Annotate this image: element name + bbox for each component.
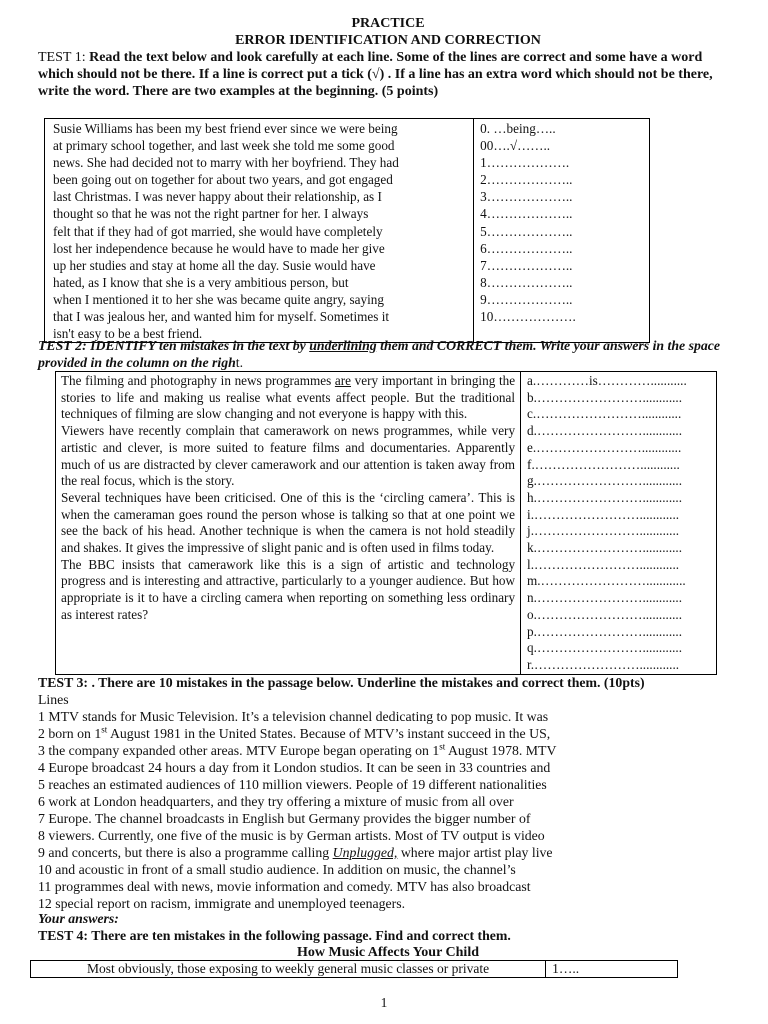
- test4-heading: TEST 4: There are ten mistakes in the following passage. Find and correct them.: [38, 928, 511, 943]
- test4-answer-cell: 1…..: [546, 961, 678, 978]
- answer-slot: e.……………………............: [527, 439, 682, 455]
- test3-line: 6 work at London headquarters, and they try offering a mixture of music from all over: [38, 794, 514, 809]
- test1-instruction: [38, 49, 738, 100]
- test3-line: 7 Europe. The channel broadcasts in English but Germany provides the bigger number of: [38, 811, 531, 826]
- answer-slot: 5………………..: [480, 223, 573, 239]
- passage-line: news. She had decided not to marry with her boyfriend. They had: [53, 155, 399, 171]
- passage-line: felt that if they had of got married, she would have completely: [53, 223, 383, 239]
- answer-slot: c.……………………............: [527, 406, 682, 422]
- passage-paragraph: The filming and photography in news programmes are very important in bringing the stories to life and making us realise what events affect people. But the traditional techniques of filming are slow changing and not everyone is happy with this.: [61, 373, 516, 422]
- page-number: 1: [380, 995, 388, 1010]
- answer-slot: 3………………..: [480, 189, 573, 205]
- passage-line: at primary school together, and last week she told me some good: [53, 138, 395, 154]
- test4-section: [38, 910, 738, 961]
- test2-answers: [521, 372, 717, 675]
- passage-line: when I mentioned it to her she was became quite angry, saying: [53, 291, 384, 307]
- test2-passage: [56, 372, 521, 675]
- passage-line: isn't easy to be a best friend.: [53, 326, 203, 342]
- test3-line: 8 viewers. Currently, one five of the music is by German artists. Most of TV output is video: [38, 828, 545, 843]
- test3-line: 9 and concerts, but there is also a programme calling Unplugged, where major artist play live: [38, 845, 553, 860]
- answer-slot: m.……………………............: [527, 573, 686, 589]
- test2-instruction: TEST 2: IDENTIFY ten mistakes in the text by underlining them and CORRECT them. Write your answers in the space provided in the column on the right.: [38, 338, 721, 370]
- passage-paragraph: Several techniques have been criticised. One of this is the ‘circling camera’. This is when the cameraman goes round the person whose is talking so that at one point we see the back of his head. Another technique is when the camera is not hold steadily and shakes. It gives the impressive of slight panic and is often used in films today.: [61, 489, 516, 556]
- answer-slot: r.……………………............: [527, 656, 680, 672]
- test1-label: TEST 1:: [38, 50, 90, 65]
- passage-line: thought so that he was not the right partner for her. I always: [53, 206, 369, 222]
- test3-line: 10 and acoustic in front of a small studio audience. In addition on music, the channel’s: [38, 862, 516, 877]
- test1-section: [38, 15, 738, 100]
- passage-paragraph: The BBC insists that camerawork like this is a sign of artistic and technology progress and is interesting and attractive, particularly to a younger audience. But how appropriate is it to have a circling camera when reporting on something less ordinary as interest rates?: [61, 556, 516, 622]
- your-answers-label: Your answers:: [38, 911, 119, 926]
- answer-slot: 1……………….: [480, 155, 570, 171]
- test3-line: 2 born on 1st August 1981 in the United States. Because of MTV’s instant succeed in the US,: [38, 724, 551, 741]
- passage-line: been going out on together for about two years, and got engaged: [53, 172, 393, 188]
- answer-slot: 6………………..: [480, 240, 573, 256]
- test1-answers: [474, 119, 650, 343]
- passage-line: last Christmas. I was never happy about their relationship, as I: [53, 189, 382, 205]
- answer-slot: 7………………..: [480, 257, 573, 273]
- answer-slot: 4………………..: [480, 206, 573, 222]
- answer-slot: d.……………………............: [527, 423, 682, 439]
- passage-line: up her studies and stay at home all the day. Susie would have: [53, 257, 376, 273]
- test1-table: [44, 118, 650, 343]
- answer-slot: 2………………..: [480, 172, 573, 188]
- answer-slot: h.……………………............: [527, 489, 682, 505]
- passage-line: that I was jealous her, and wanted him for myself. Sometimes it: [53, 309, 390, 325]
- answer-slot: b.……………………............: [527, 389, 682, 405]
- test3-section: [38, 674, 738, 912]
- answer-slot: i.……………………............: [527, 506, 680, 522]
- test3-line: 3 the company expanded other areas. MTV Europe began operating on 1st August 1978. MTV: [38, 741, 557, 758]
- test4-title: How Music Affects Your Child: [297, 945, 479, 960]
- page-title: PRACTICE: [351, 16, 425, 31]
- test3-line: 12 special report on racism, immigrate and unemployed teenagers.: [38, 896, 406, 911]
- test1-passage: [45, 119, 474, 343]
- test1-instruction-text: Read the text below and look carefully at each line. Some of the lines are correct and some have a word which should not be there. If a line is correct put a tick (√) . If a line has an extra word which should not be there, write the word. There are two examples at the beginning. (5 points): [38, 50, 713, 99]
- test3-lines-label: Lines: [38, 692, 69, 707]
- answer-slot: k.……………………............: [527, 540, 682, 556]
- page-subtitle: ERROR IDENTIFICATION AND CORRECTION: [235, 33, 541, 48]
- test4-table: [30, 960, 678, 978]
- test3-line: 5 reaches an estimated audiences of 110 million viewers. People of 19 different nationalities: [38, 777, 547, 792]
- underlined-mistake: are: [334, 373, 352, 388]
- passage-line: hated, as I know that she is a very ambitious person, but: [53, 274, 349, 290]
- test3-line: 11 programmes deal with news, movie information and comedy. MTV has also broadcast: [38, 879, 531, 894]
- unplugged-title: Unplugged,: [332, 845, 398, 860]
- test3-line: 4 Europe broadcast 24 hours a day from it London studios. It can be seen in 33 countries and: [38, 760, 551, 775]
- answer-slot: 0. …being…..: [480, 121, 556, 136]
- passage-line: Susie Williams has been my best friend ever since we were being: [53, 121, 398, 136]
- answer-slot: f.……………………............: [527, 456, 680, 472]
- answer-slot: 10……………….: [480, 309, 576, 325]
- passage-paragraph: Viewers have recently complain that camerawork on news programmes, while very artistic and clever, is more suited to feature films and documentaries. Apparently much of us are distracted by clever camerawork and our attention is taken away from the real focus, which is the story.: [61, 423, 516, 489]
- answer-slot: 8………………..: [480, 274, 573, 290]
- test3-line: 1 MTV stands for Music Television. It’s a television channel dedicating to pop music. It was: [38, 709, 549, 724]
- answer-slot: l.……………………............: [527, 556, 680, 572]
- answer-slot: q.……………………............: [527, 640, 682, 656]
- answer-slot: 00….√……..: [480, 138, 551, 154]
- answer-slot: j.……………………............: [527, 523, 680, 539]
- answer-slot: a.…………is…………...........: [527, 373, 687, 388]
- answer-slot: 9………………..: [480, 291, 573, 307]
- answer-slot: g.……………………............: [527, 473, 682, 489]
- passage-line: lost her independence because he would have to made her give: [53, 240, 385, 256]
- answer-slot: o.……………………............: [527, 606, 682, 622]
- test2-table: [55, 371, 717, 675]
- test3-heading: TEST 3: . There are 10 mistakes in the passage below. Underline the mistakes and correct them. (10pts): [38, 675, 645, 690]
- answer-slot: n.……………………............: [527, 590, 682, 606]
- test4-passage-row: Most obviously, those exposing to weekly general music classes or private: [31, 961, 546, 978]
- test2-underline-word: underlining: [309, 338, 377, 353]
- answer-slot: p.……………………............: [527, 623, 682, 639]
